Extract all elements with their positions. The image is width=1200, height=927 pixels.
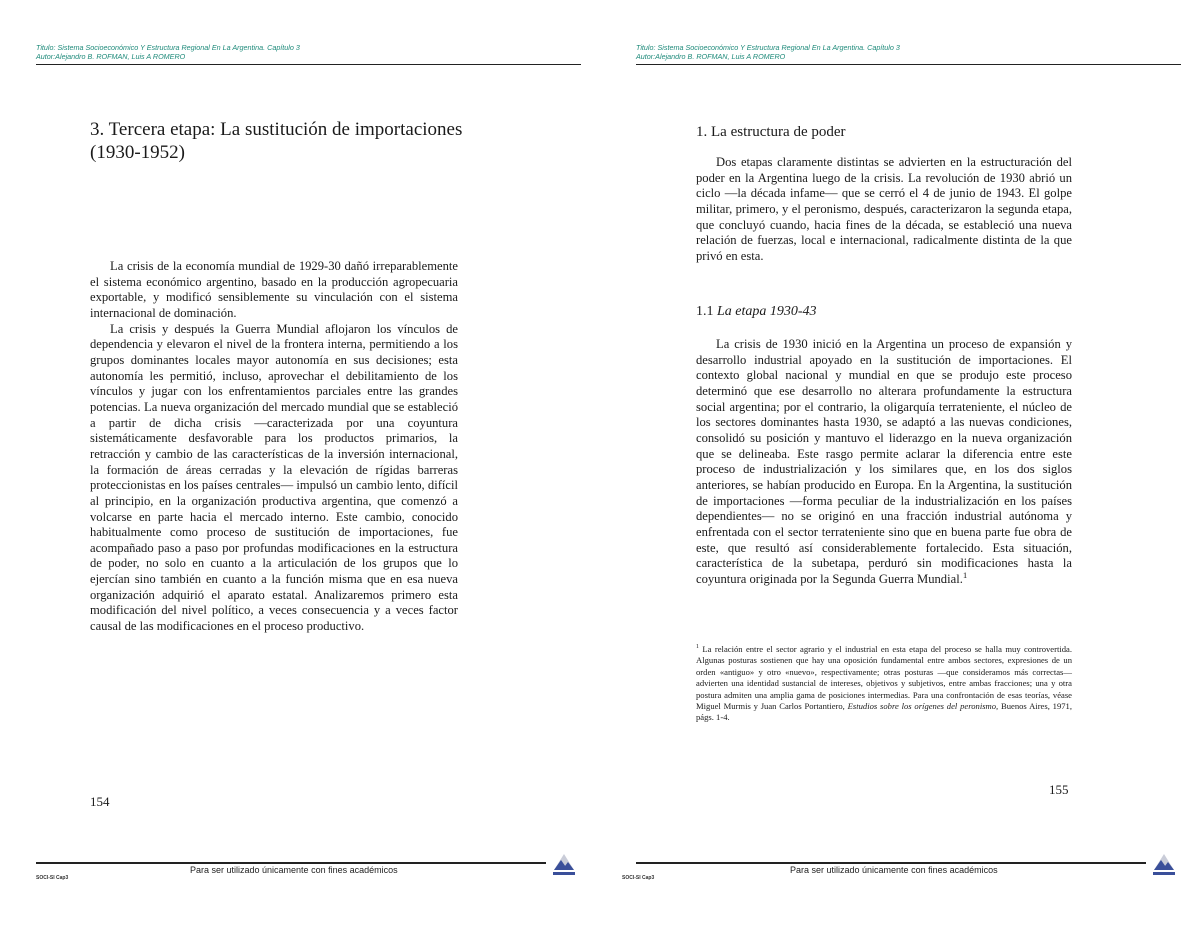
header-rule: [636, 64, 1181, 65]
section-title: 1. La estructura de poder: [696, 124, 846, 140]
paragraph: Dos etapas claramente distintas se advierten en la estructuración del poder en la Argentina luego de la crisis. La revolución de 1930 abrió un ciclo —la década infame— que se cerró el 4 de junio de 1943. El golpe militar, primero, y el peronismo, después, caracterizaron la segunda etapa, que concluyó cuando, hacia fines de la década, se estableció una nueva relación de fuerzas, local e internacional, radicalmente distinta de la que privó en esta.: [696, 155, 1072, 263]
page-header: [636, 44, 1181, 61]
footer-code: SOCI-SI Cap3: [36, 875, 69, 881]
section-body: [696, 155, 1072, 265]
subsection-heading: La etapa 1930-43: [717, 304, 817, 319]
footer-rule: [636, 862, 1146, 864]
paragraph: La crisis de la economía mundial de 1929-30 dañó irreparablemente el sistema económico argentino, basado en la producción agropecuaria exportable, y modificó sensiblemente su vinculación con el sistema internacional de dominación.: [90, 259, 458, 320]
publisher-logo-icon: [1152, 846, 1176, 878]
footnote-tail: Buenos Aires, 1971, págs. 1-4.: [696, 701, 1072, 723]
page-number: 155: [1049, 782, 1069, 797]
subsection-number: 1.1: [696, 304, 714, 319]
footnote-marker: 1: [696, 644, 700, 651]
header-author: Autor:Alejandro B. ROFMAN, Luis A ROMERO: [36, 51, 186, 61]
footnote-book-title: Estudios sobre los orígenes del peronismo,: [847, 701, 999, 712]
footnote: [696, 644, 1072, 724]
footer-code: SOCI-SI Cap3: [622, 875, 655, 881]
footer-rule: [36, 862, 546, 864]
chapter-title: 3. Tercera etapa: La sustitución de importaciones (1930-1952): [90, 119, 463, 163]
header-author: Autor:Alejandro B. ROFMAN, Luis A ROMERO: [636, 51, 786, 61]
header-title: Titulo: Sistema Socioeconómico Y Estructura Regional En La Argentina. Capítulo 3: [636, 43, 900, 52]
footnote-text: La relación entre el sector agrario y el industrial en esta etapa del proceso se halla muy controvertida. Algunas posturas sostienen que hay una oposición fundamental entre ambos sectores, expresiones de un orden «antiguo» y otro «nuevo», respectivamente; otras posturas —que consideramos más correctas— advierten una identidad sustancial de intereses, objetivos y subjetivos, entre ambas fracciones; una y otra postura admiten una amplia gama de posiciones intermedias. Para una confrontación de esas teorías, véase Miguel Murmis y Juan Carlos Portantiero,: [696, 644, 1073, 712]
left-body-text: [90, 259, 458, 635]
header-rule: [36, 64, 581, 65]
page-number: 154: [90, 794, 110, 809]
publisher-logo-icon: [552, 846, 576, 878]
footer-text: Para ser utilizado únicamente con fines académicos: [790, 865, 998, 875]
page-header: [36, 44, 581, 61]
subsection-title: [696, 304, 817, 320]
footer-text: Para ser utilizado únicamente con fines académicos: [190, 865, 398, 875]
subsection-body: [696, 337, 1072, 588]
paragraph: La crisis y después la Guerra Mundial aflojaron los vínculos de dependencia y elevaron el nivel de la frontera interna, permitiendo a los grupos dominantes locales mayor autonomía en sus decisiones; esta autonomía les permitió, incluso, aprovechar el debilitamiento de los vínculos y jugar con los enfrentamientos parciales entre las grandes potencias. La nueva organización del mercado mundial que se estableció a partir de dicha crisis —caracterizada por una coyuntura sistemáticamente desfavorable para los productos primarios, la retracción y cambio de las características de la inversión internacional, la formación de áreas cerradas y la elevación de rígidas barreras proteccionistas en los países centrales— impulsó un cambio lento, difícil al principio, en la organización productiva argentina, que comenzó a volcarse en parte hacia el mercado interno. Este cambio, conocido habitualmente como proceso de sustitución de importaciones, fue acompañado paso a paso por profundas modificaciones en la estructura de poder, no solo en cuanto a la articulación de los grupos que lo ejercían sino también en cuanto a la función misma que en esa nueva organización adquirió el aparato estatal. Analizaremos primero esta modificación del nivel político, a veces consecuencia y a veces factor causal de las modificaciones en el proceso productivo.: [90, 321, 458, 634]
footnote-ref[interactable]: 1: [962, 569, 968, 580]
paragraph: La crisis de 1930 inició en la Argentina un proceso de expansión y desarrollo industrial apoyado en la sustitución de importaciones. El contexto global nacional y mundial en que se produjo este proceso determinó que ese desarrollo no alterara profundamente la estructura social argentina; por el contrario, la oligarquía terrateniente, el núcleo de los sectores dominantes hasta 1930, se adaptó a las nuevas condiciones, consolidó su posición y mantuvo el liderazgo en la nueva organización que se delineaba. Este rasgo permite aclarar la diferencia entre este proceso de industrialización y los similares que, en los dos siglos anteriores, se habían producido en Europa. En la Argentina, la sustitución de importaciones —forma peculiar de la industrialización en los países dependientes— no se originó en una fracción industrial autónoma y enfrentada con el sector terrateniente sino que en buena parte fue obra de este, que resultó así considerablemente fortalecido. Esta situación, característica de la subetapa, perduró sin modificaciones hasta la coyuntura originada por la Segunda Guerra Mundial.: [696, 337, 1072, 586]
header-title: Titulo: Sistema Socioeconómico Y Estructura Regional En La Argentina. Capítulo 3: [36, 43, 300, 52]
